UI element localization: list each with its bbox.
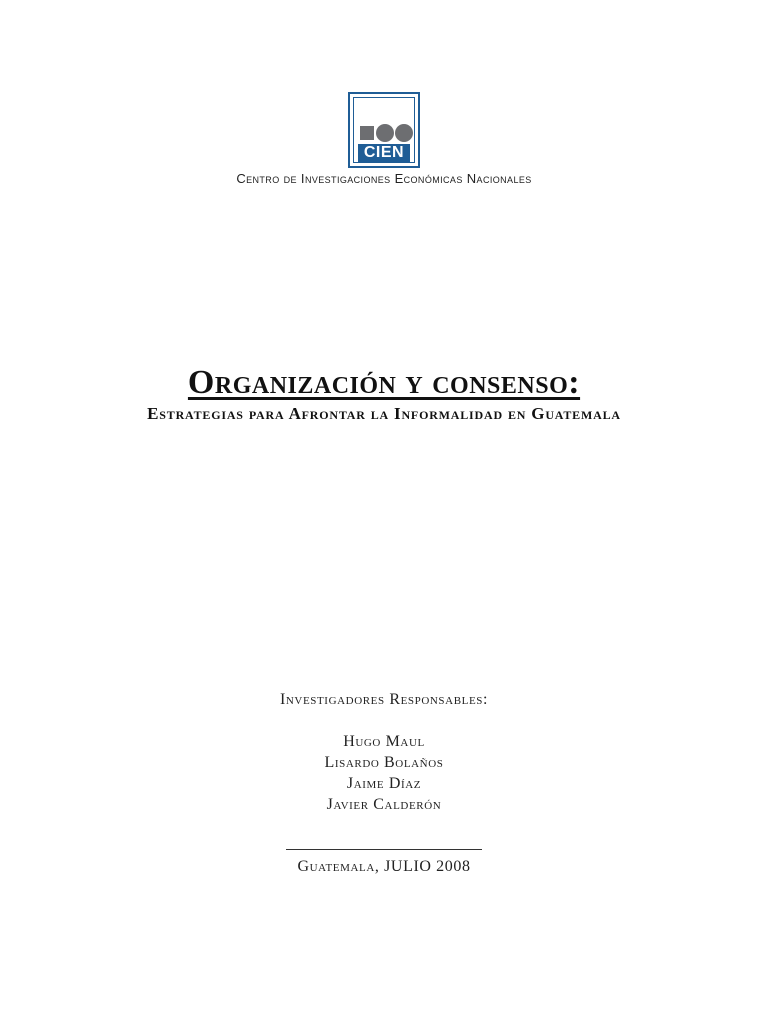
document-title: Organización y consenso:: [187, 364, 581, 401]
author-name: Lisardo Bolaños: [324, 754, 444, 771]
researchers-label: Investigadores Responsables:: [279, 691, 489, 708]
author-name: Hugo Maul: [343, 733, 425, 750]
logo-circle-shape: [395, 124, 413, 142]
place-date: Guatemala, JULIO 2008: [297, 858, 471, 875]
logo-square-shape: [360, 126, 374, 140]
institution-name: Centro de Investigaciones Económicas Nacionales: [236, 171, 532, 186]
document-subtitle: Estrategias para Afrontar la Informalidad en Guatemala: [147, 404, 621, 423]
logo-circle-shape: [376, 124, 394, 142]
cien-logo: [348, 92, 420, 168]
logo-shapes-icon: [360, 124, 414, 142]
author-name: Jaime Díaz: [346, 775, 422, 792]
logo-text: CIEN: [358, 144, 410, 162]
author-name: Javier Calderón: [326, 796, 442, 813]
logo-frame: [353, 97, 415, 163]
divider-line: [286, 849, 482, 850]
